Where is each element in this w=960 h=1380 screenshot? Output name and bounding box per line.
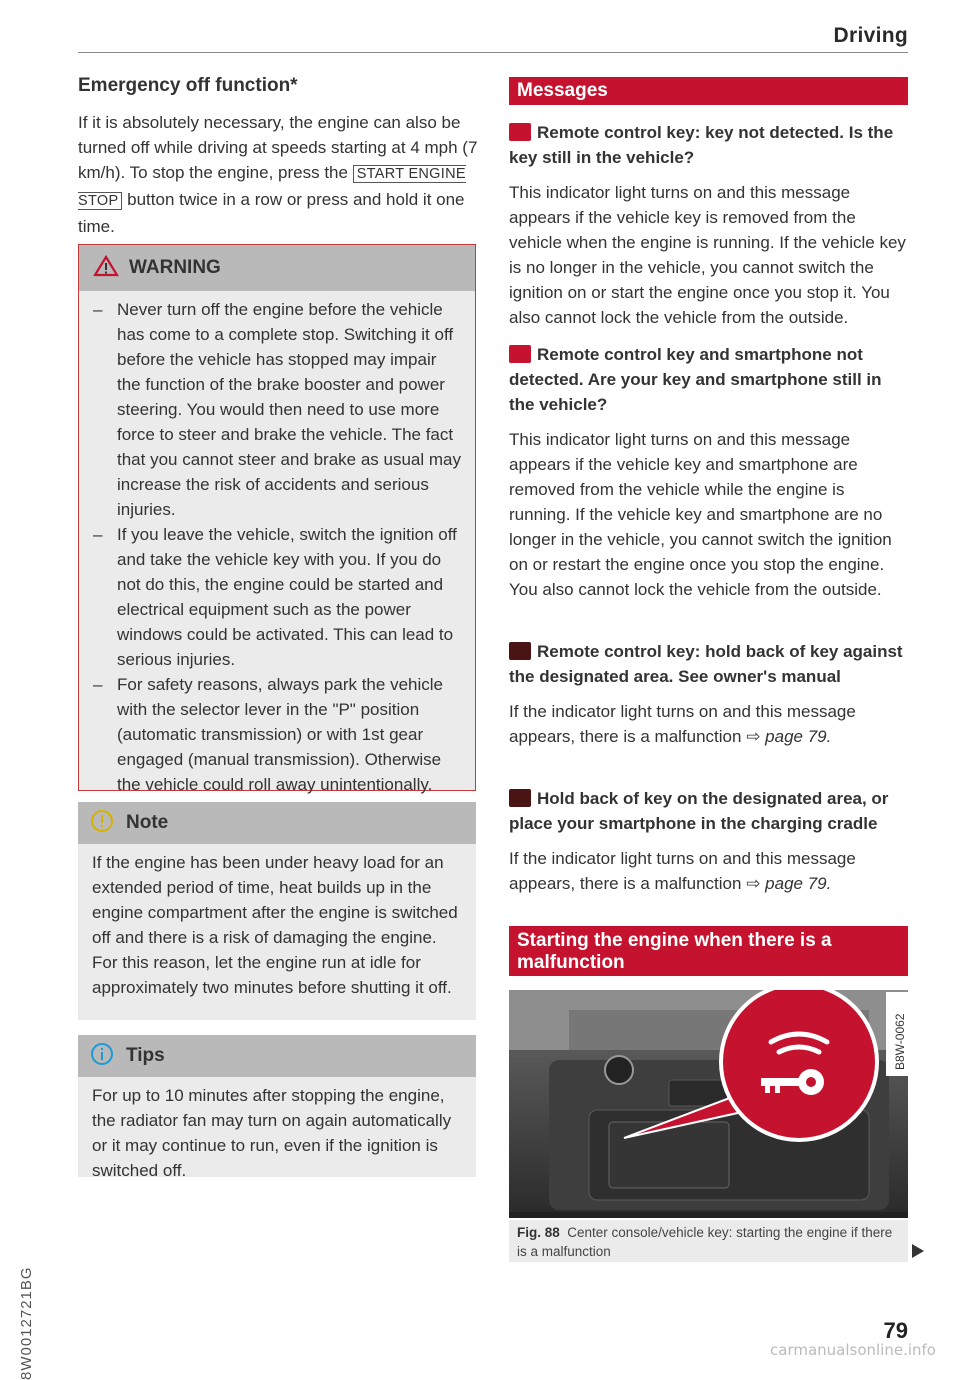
note-box <box>78 802 476 1020</box>
list-item: – Never turn off the engine before the vehicle has come to a complete stop. Switching it off before the vehicle has stopped may impair the function of the brake booster and power steering. You would then need to use more force to steer and brake the vehicle. The fact that you cannot steer and brake as usual may increase the risk of accidents and serious injuries. <box>93 300 461 519</box>
message-item <box>509 342 909 602</box>
list-item: – If you leave the vehicle, switch the ignition off and take the vehicle key with you. If you do not do this, the engine could be started and electrical equipment such as the power windows could be activated. This can lead to serious injuries. <box>93 525 457 669</box>
message-body: This indicator light turns on and this message appears if the vehicle key is removed from the vehicle when the engine is running. If the vehicle key is no longer in the vehicle, you cannot switch the ignition on or start the engine once you stop it. You also cannot lock the vehicle from the outside. <box>509 183 906 327</box>
message-body <box>509 699 909 749</box>
message-heading-text: Hold back of key on the designated area, or place your smartphone in the charging cradle <box>509 789 889 833</box>
emergency-text <box>78 110 478 239</box>
message-heading <box>509 120 909 170</box>
note-header <box>78 802 476 844</box>
warning-header <box>79 245 475 291</box>
warning-item-text: If you leave the vehicle, switch the ignition off and take the vehicle key with you. If you do not do this, the engine could be started and electrical equipment such as the power windows could be activated. This can lead to serious injuries. <box>117 525 457 669</box>
message-heading-text: Remote control key: hold back of key against the designated area. See owner's manual <box>509 642 903 686</box>
exclamation-circle-icon <box>90 809 114 838</box>
emergency-title: Emergency off function* <box>78 75 298 96</box>
key-indicator-icon <box>509 123 531 141</box>
warning-label: WARNING <box>129 257 221 278</box>
key-signal-indicator-icon <box>509 789 531 807</box>
tips-label: Tips <box>126 1045 165 1066</box>
warning-item-text: Never turn off the engine before the vehicle has come to a complete stop. Switching it off before the vehicle has stopped may impair the function of the brake booster and power steering. You would then need to use more force to steer and brake the vehicle. The fact that you cannot steer and brake as usual may increase the risk of accidents and serious injuries. <box>117 300 461 519</box>
emergency-section <box>78 70 478 239</box>
figure-caption <box>509 1220 908 1262</box>
message-heading-text: Remote control key and smartphone not detected. Are your key and smartphone still in the vehicle? <box>509 345 882 414</box>
starting-engine-title: Starting the engine when there is a malfunction <box>509 926 908 976</box>
tips-box <box>78 1035 476 1180</box>
message-body <box>509 846 909 896</box>
message-body-text: If the indicator light turns on and this message appears, there is a malfunction <box>509 849 856 893</box>
emergency-text-a: If it is absolutely necessary, the engine can also be turned off while driving at speeds starting at 4 mph (7 km/h). To stop the engine, press the <box>78 113 478 182</box>
warning-item-text: For safety reasons, always park the vehicle with the selector lever in the "P" position (automatic transmission) or with 1st gear engaged (manual transmission). Otherwise the vehicle could roll away unintentionally. <box>117 675 443 794</box>
message-item <box>509 786 909 896</box>
start-stop-button-label: START ENGINE STOP <box>78 166 466 209</box>
key-signal-indicator-icon <box>509 642 531 660</box>
document-code: 8W0012721BG <box>18 1266 35 1380</box>
message-item <box>509 120 909 330</box>
page-reference-link[interactable]: ⇨ page 79. <box>746 727 832 746</box>
tips-text: For up to 10 minutes after stopping the engine, the radiator fan may turn on again automatically or it may continue to run, even if the ignition is switched off. <box>92 1086 452 1180</box>
message-item <box>509 639 909 749</box>
message-heading-text: Remote control key: key not detected. Is the key still in the vehicle? <box>509 123 894 167</box>
note-text: If the engine has been under heavy load for an extended period of time, heat builds up in the engine compartment after the engine is switched off and there is a risk of damaging the engine. For this reason, let the engine run at idle for approximately two minutes before shutting it off. <box>92 853 458 997</box>
section-title: Driving <box>833 24 908 47</box>
watermark: carmanualsonline.info <box>770 1341 936 1359</box>
message-heading <box>509 342 909 417</box>
figure-caption-text: Center console/vehicle key: starting the engine if there is a malfunction <box>517 1225 893 1259</box>
key-indicator-icon <box>509 345 531 363</box>
message-heading <box>509 786 909 836</box>
message-body: This indicator light turns on and this message appears if the vehicle key and smartphone are removed from the vehicle while the engine is running. If the vehicle key and smartphone are no longer in the vehicle, you cannot switch the ignition on or restart the engine once you stop the engine. You also cannot lock the vehicle from the outside. <box>509 430 892 599</box>
center-console-illustration <box>509 990 908 1218</box>
figure-code: B8W-0062 <box>893 1013 907 1070</box>
messages-title: Messages <box>509 77 908 105</box>
list-item: – For safety reasons, always park the vehicle with the selector lever in the "P" position (automatic transmission) or with 1st gear engaged (manual transmission). Otherwise the vehicle could roll away unintentionally. <box>93 675 443 794</box>
message-body-text: If the indicator light turns on and this message appears, there is a malfunction <box>509 702 856 746</box>
message-heading <box>509 639 909 689</box>
page-number: 79 <box>883 1318 908 1343</box>
info-circle-icon <box>90 1042 114 1071</box>
header-rule <box>78 52 908 53</box>
emergency-text-b: button twice in a row or press and hold it one time. <box>78 190 465 236</box>
page-reference-link[interactable]: ⇨ page 79. <box>746 874 832 893</box>
tips-header <box>78 1035 476 1077</box>
figure-label: Fig. 88 <box>517 1225 560 1240</box>
warning-list <box>79 291 475 797</box>
note-label: Note <box>126 812 169 833</box>
warning-box <box>78 244 476 794</box>
center-console-figure <box>509 990 908 1218</box>
continue-arrow-icon <box>912 1244 924 1258</box>
warning-triangle-icon <box>93 255 119 282</box>
